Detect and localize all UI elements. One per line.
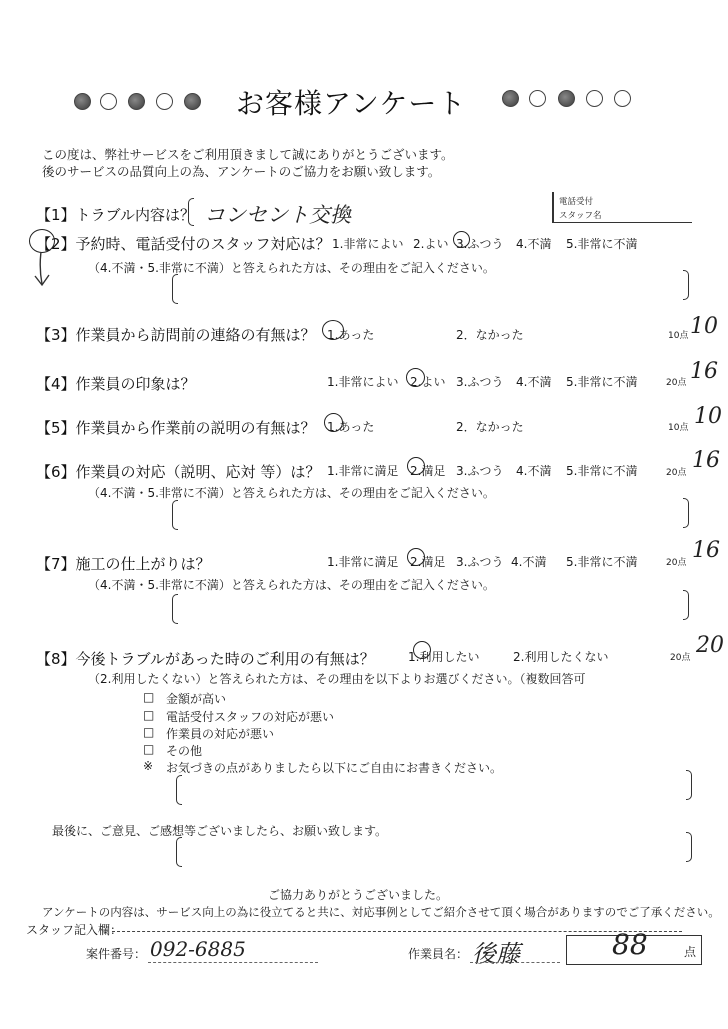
q5-points: 10点	[668, 423, 689, 433]
staff-box-border	[552, 192, 554, 222]
q5-label: 【5】作業員から作業前の説明の有無は？	[36, 419, 316, 437]
q1-label: 【1】トラブル内容は？	[36, 206, 195, 224]
q4-option-5[interactable]: 5.非常に不満	[566, 375, 638, 389]
filled-dot-icon	[184, 93, 201, 110]
q5-option-2[interactable]: 2．なかった	[456, 420, 524, 434]
q6-points: 20点	[666, 468, 687, 478]
q7-option-5[interactable]: 5.非常に不満	[566, 555, 638, 569]
checkbox-icon[interactable]: □	[143, 708, 155, 722]
staff-box-underline	[552, 222, 692, 223]
total-score-unit: 点	[684, 945, 697, 959]
q6-reason-field[interactable]	[182, 502, 672, 528]
intro-line-2: 後のサービスの品質向上の為、アンケートのご協力をお願い致します。	[42, 164, 441, 179]
filled-dot-icon	[74, 93, 91, 110]
q3-label: 【3】作業員から訪問前の連絡の有無は？	[36, 326, 316, 344]
q5-score[interactable]: 10	[694, 404, 722, 429]
q1-bracket-left	[188, 198, 194, 226]
q2-label: 【2】予約時、電話受付のスタッフ対応は？	[36, 235, 331, 253]
page-title: お客様アンケート	[236, 87, 467, 120]
q8-label: 【8】今後トラブルがあった時のご利用の有無は？	[36, 650, 375, 668]
q2-option-2[interactable]: 2.よい	[413, 237, 449, 251]
checkbox-icon[interactable]: □	[143, 742, 155, 756]
q5-selected-circle	[324, 413, 343, 432]
comment-field[interactable]	[186, 839, 676, 865]
empty-dot-icon	[614, 90, 631, 107]
empty-dot-icon	[529, 90, 546, 107]
q8-free-bracket-right	[686, 770, 692, 800]
q8-option-1[interactable]: 1.利用したい	[408, 650, 480, 664]
q2-selected-circle	[453, 231, 470, 248]
q8-reason-4: その他	[166, 744, 203, 758]
q8-points: 20点	[670, 653, 691, 663]
q8-reason-3: 作業員の対応が悪い	[166, 727, 275, 741]
q7-points: 20点	[666, 558, 687, 568]
q8-note: （2.利用したくない）と答えられた方は、その理由を以下よりお選びください。（複数回答可	[88, 672, 586, 686]
q8-option-2[interactable]: 2.利用したくない	[513, 650, 609, 664]
q3-option-1[interactable]: 1.あった	[327, 328, 375, 342]
q7-selected-circle	[407, 548, 425, 566]
q2-reason-field[interactable]	[182, 276, 672, 302]
q8-reason-2: 電話受付スタッフの対応が悪い	[166, 710, 335, 724]
q8-score[interactable]: 20	[696, 633, 724, 658]
disclaimer-text: アンケートの内容は、サービス向上の為に役立てると共に、対応事例としてご紹介させて頂く場合がありますのでご了承ください。	[42, 905, 720, 919]
q8-free-field[interactable]	[186, 777, 676, 803]
q7-reason-field[interactable]	[182, 596, 672, 622]
q4-option-2[interactable]: 2.よい	[410, 375, 446, 389]
worker-name-value[interactable]: 後藤	[472, 940, 520, 968]
arrow-down-icon	[30, 250, 54, 288]
total-score-value[interactable]: 88	[612, 928, 648, 961]
staff-section-label: スタッフ記入欄：	[26, 923, 123, 937]
q2-option-3[interactable]: 3.ふつう	[456, 237, 504, 251]
q4-option-4[interactable]: 4.不満	[516, 375, 552, 389]
q6-option-4[interactable]: 4.不満	[516, 464, 552, 478]
q2-note: （4.不満・5.非常に不満）と答えられた方は、その理由をご記入ください。	[88, 261, 495, 275]
q6-selected-circle	[407, 457, 425, 475]
q7-option-1[interactable]: 1.非常に満足	[327, 555, 399, 569]
q6-score[interactable]: 16	[692, 448, 720, 473]
comment-prompt: 最後に、ご意見、ご感想等ございましたら、お願い致します。	[52, 824, 388, 838]
thanks-text: ご協力ありがとうございました。	[268, 888, 449, 902]
q8-selected-circle	[413, 641, 431, 659]
q1-answer[interactable]: コンセント交換	[204, 203, 351, 227]
empty-dot-icon	[100, 93, 117, 110]
q3-points: 10点	[668, 331, 689, 341]
empty-dot-icon	[156, 93, 173, 110]
q6-label: 【6】作業員の対応（説明、応対 等）は？	[36, 463, 321, 481]
comment-bracket-right	[686, 832, 692, 862]
q6-option-5[interactable]: 5.非常に不満	[566, 464, 638, 478]
q8-free-note: お気づきの点がありましたら以下にご自由にお書きください。	[166, 761, 503, 775]
case-number-label: 案件番号：	[86, 947, 147, 961]
q4-points: 20点	[666, 378, 687, 388]
q2-option-4[interactable]: 4.不満	[516, 237, 552, 251]
checkbox-icon[interactable]: □	[143, 690, 155, 704]
q6-reason-bracket-left	[172, 500, 178, 530]
checkbox-icon[interactable]: □	[143, 725, 155, 739]
filled-dot-icon	[502, 90, 519, 107]
case-number-value[interactable]: 092-6885	[150, 937, 246, 961]
q6-option-3[interactable]: 3.ふつう	[456, 464, 504, 478]
case-number-underline	[148, 962, 318, 963]
comment-bracket-left	[176, 837, 182, 867]
q4-selected-circle	[406, 368, 425, 387]
q5-option-1[interactable]: 1.あった	[327, 420, 375, 434]
q4-score[interactable]: 16	[690, 359, 718, 384]
q6-option-1[interactable]: 1.非常に満足	[327, 464, 399, 478]
q3-score[interactable]: 10	[690, 314, 718, 339]
q3-option-2[interactable]: 2．なかった	[456, 328, 524, 342]
q8-free-bracket-left	[176, 775, 182, 805]
q6-option-2[interactable]: 2.満足	[410, 464, 446, 478]
filled-dot-icon	[128, 93, 145, 110]
q2-reason-bracket-left	[172, 274, 178, 304]
staff-box-label-1: 電話受付	[559, 197, 594, 207]
intro-line-1: この度は、弊社サービスをご利用頂きまして誠にありがとうございます。	[42, 147, 454, 162]
q7-option-2[interactable]: 2.満足	[410, 555, 446, 569]
q7-option-3[interactable]: 3.ふつう	[456, 555, 504, 569]
q2-option-5[interactable]: 5.非常に不満	[566, 237, 638, 251]
q7-score[interactable]: 16	[692, 538, 720, 563]
empty-dot-icon	[586, 90, 603, 107]
q4-label: 【4】作業員の印象は？	[36, 375, 196, 393]
q2-reason-bracket-right	[683, 270, 689, 300]
q8-reason-1: 金額が高い	[166, 692, 227, 706]
q7-reason-bracket-left	[172, 594, 178, 624]
q2-option-1[interactable]: 1.非常によい	[332, 237, 404, 251]
q7-label: 【7】施工の仕上がりは？	[36, 555, 211, 573]
filled-dot-icon	[558, 90, 575, 107]
worker-name-underline	[470, 962, 560, 963]
q4-option-3[interactable]: 3.ふつう	[456, 375, 504, 389]
q4-option-1[interactable]: 1.非常によい	[327, 375, 399, 389]
q7-note: （4.不満・5.非常に不満）と答えられた方は、その理由をご記入ください。	[88, 578, 495, 592]
q7-reason-bracket-right	[683, 590, 689, 620]
worker-name-label: 作業員名：	[408, 947, 469, 961]
q6-note: （4.不満・5.非常に不満）と答えられた方は、その理由をご記入ください。	[88, 486, 495, 500]
staff-box-label-2: スタッフ名	[559, 211, 602, 221]
q6-reason-bracket-right	[683, 498, 689, 528]
q3-selected-circle	[322, 320, 344, 340]
reference-mark-icon: ※	[143, 759, 154, 773]
q7-option-4[interactable]: 4.不満	[511, 555, 547, 569]
staff-section-divider	[112, 931, 682, 932]
